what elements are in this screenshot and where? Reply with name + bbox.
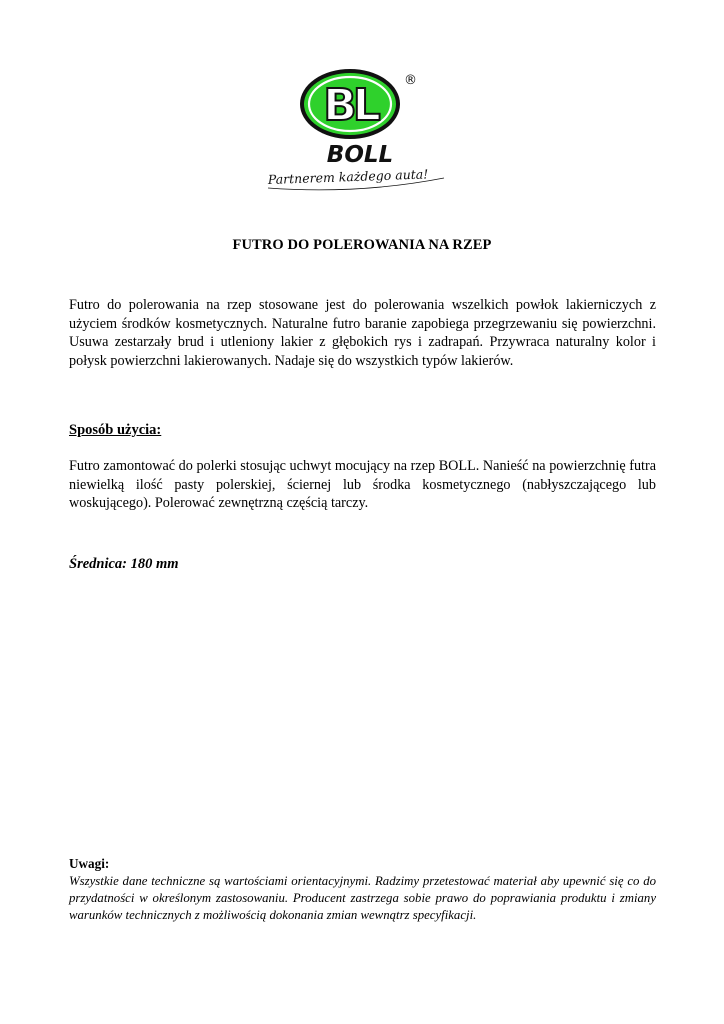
boll-logo-graphic (262, 68, 472, 198)
usage-paragraph: Futro zamontować do polerki stosując uchwyt mocujący na rzep BOLL. Nanieść na powierzchnię futra niewielką ilość pasty polerskiej, ściernej lub środka kosmetycznego (nabłyszczającego lub woskującego). Polerować zewnętrzną częścią tarczy. (69, 458, 656, 511)
intro-paragraph: Futro do polerowania na rzep stosowane jest do polerowania wszelkich powłok lakierniczych z użyciem środków kosmetycznych. Naturalne futro baranie zapobiega przegrzewaniu się powierzchni. Usuwa zestarzały brud i utleniony lakier z głębokich rys i zadrapań. Przywraca naturalny kolor i połysk powierzchni lakierowanych. Nadaje się do wszystkich typów lakierów. (69, 297, 656, 369)
diameter-spec: Średnica: 180 mm (69, 556, 179, 572)
logo-slogan: Partnerem każdego auta! (267, 166, 429, 187)
boll-logo (262, 68, 472, 198)
registered-mark: ® (404, 73, 417, 88)
notes-paragraph: Wszystkie dane techniczne są wartościami orientacyjnymi. Radzimy przetestować materiał aby upewnić się co do przydatności w określonym zastosowaniu. Producent zastrzega sobie prawo do poprawiania produktu i zmiany warunków technicznych z możliwością dokonania zmian wewnątrz specyfikacji. (69, 874, 656, 922)
document-title: FUTRO DO POLEROWANIA NA RZEP (232, 237, 492, 253)
usage-heading: Sposób użycia: (69, 422, 162, 438)
logo-brand-name: BOLL (326, 142, 394, 168)
notes-heading: Uwagi: (69, 856, 110, 871)
logo-mark: BL (323, 80, 377, 131)
